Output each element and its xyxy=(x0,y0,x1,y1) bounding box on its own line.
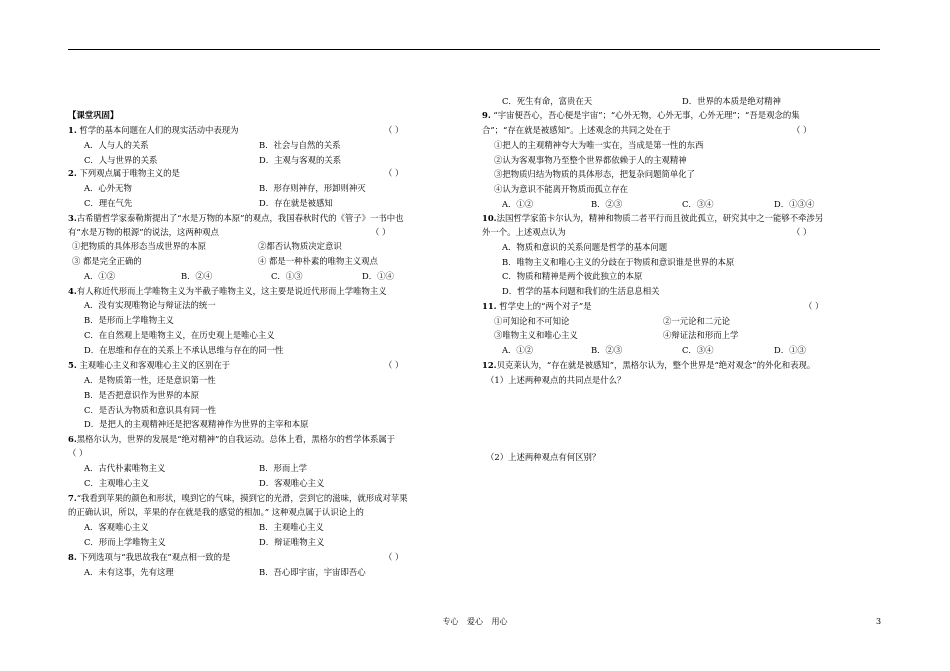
statement: ②一元论和二元论 xyxy=(663,316,730,326)
option: B．社会与自然的关系 xyxy=(259,140,341,150)
answer-blank: （ ） xyxy=(384,125,404,135)
answer-blank: （ ） xyxy=(792,125,812,135)
sub-question-2: （2）上述两种观点有何区别？ xyxy=(486,452,601,462)
option: A．①② xyxy=(502,345,534,355)
statement: ④辩证法和形而上学 xyxy=(663,330,739,340)
option: D．在思维和存在的关系上不承认思维与存在的同一性 xyxy=(84,345,284,355)
option: C．在自然观上是唯物主义，在历史观上是唯心主义 xyxy=(84,330,275,340)
option: C．主观唯心主义 xyxy=(84,478,150,488)
option: D．辩证唯物主义 xyxy=(259,537,325,547)
option: C．③④ xyxy=(682,345,714,355)
question-10-stem: 10.法国哲学家笛卡尔认为，精神和物质二者平行而且彼此孤立，研究其中之一能够不牵涉另 xyxy=(482,213,824,223)
question-11-stem: 11. 哲学史上的“两个对子”是 xyxy=(482,301,592,311)
statement: ②认为客观事物乃至整个世界都依赖于人的主观精神 xyxy=(494,155,687,165)
option: B．唯物主义和唯心主义的分歧在于物质和意识谁是世界的本原 xyxy=(502,257,735,267)
option: D．①③④ xyxy=(774,199,815,209)
statement: ①把人的主观精神夸大为唯一实在，当成是第一性的东西 xyxy=(494,140,704,150)
question-2-stem: 2. 下列观点属于唯物主义的是 xyxy=(68,168,180,178)
option: A．人与人的关系 xyxy=(84,140,149,150)
option: C．是否认为物质和意识具有同一性 xyxy=(84,405,217,415)
option: D．①③ xyxy=(774,345,806,355)
option: B．是形而上学唯物主义 xyxy=(84,315,174,325)
option: A．心外无物 xyxy=(84,183,132,193)
question-7-stem: 7.“我看到苹果的颜色和形状，嗅到它的气味，摸到它的光滑，尝到它的滋味，就形成对苹果 xyxy=(68,493,408,503)
option: D．①④ xyxy=(362,271,394,281)
answer-blank: （ ） xyxy=(384,552,404,562)
statement: ②都否认物质决定意识 xyxy=(258,241,342,251)
option: B．吾心即宇宙，宇宙即吾心 xyxy=(259,567,366,577)
page-number: 3 xyxy=(876,617,882,626)
statement: ④认为意识不能离开物质而孤立存在 xyxy=(494,184,628,194)
statement: ③ 都是完全正确的 xyxy=(72,256,142,266)
statement: ③唯物主义和唯心主义 xyxy=(494,330,578,340)
option: C．①③ xyxy=(271,271,303,281)
option: A．没有实现唯物论与辩证法的统一 xyxy=(84,300,216,310)
footer: 专心 爱心 用心 xyxy=(442,617,508,626)
option: C．物质和精神是两个彼此独立的本原 xyxy=(502,271,643,281)
option: A．古代朴素唯物主义 xyxy=(84,463,166,473)
option: C．形而上学唯物主义 xyxy=(84,537,166,547)
answer-blank: （ ） xyxy=(68,448,88,458)
option: C．死生有命，富贵在天 xyxy=(502,96,593,106)
option: B．形存则神存，形卸则神灭 xyxy=(259,183,366,193)
answer-blank: （ ） xyxy=(384,360,404,370)
option: D．存在就是被感知 xyxy=(259,198,333,208)
question-4-stem: 4.有人称近代形而上学唯物主义为半截子唯物主义，这主要是说近代形而上学唯物主义 xyxy=(68,286,387,296)
option: C．人与世界的关系 xyxy=(84,155,158,165)
option: B．②③ xyxy=(591,345,623,355)
question-8-stem: 8. 下列选项与“我思故我在”观点相一致的是 xyxy=(68,552,231,562)
question-5-stem: 5. 主观唯心主义和客观唯心主义的区别在于 xyxy=(68,360,231,370)
option: A．物质和意识的关系问题是哲学的基本问题 xyxy=(502,242,668,252)
option: A．客观唯心主义 xyxy=(84,522,149,532)
option: B．②④ xyxy=(181,271,213,281)
sub-question-1: （1）上述两种观点的共同点是什么？ xyxy=(486,375,626,385)
section-title: 【课堂巩固】 xyxy=(68,110,119,120)
option: D．哲学的基本问题和我们的生活息息相关 xyxy=(502,286,660,296)
option: D．世界的本质是绝对精神 xyxy=(682,96,781,106)
option: A．未有这事，先有这理 xyxy=(84,567,174,577)
option: D．客观唯心主义 xyxy=(259,478,325,488)
question-3-stem-cont: 有“水是万物的根源”的说法，这两种观点 xyxy=(68,227,219,237)
question-9-stem: 9. “宇宙便吾心，吾心便是宇宙”；“心外无物，心外无事，心外无理”；“吾是观念的集 xyxy=(482,110,800,120)
option: A．是物质第一性，还是意识第一性 xyxy=(84,375,216,385)
statement: ③把物质归结为物质的具体形态，把复杂问题简单化了 xyxy=(494,169,695,179)
option: A．①② xyxy=(502,199,534,209)
answer-blank: （ ） xyxy=(384,168,404,178)
statement: ①可知论和不可知论 xyxy=(494,316,570,326)
question-9-stem-cont: 合”；“存在就是被感知”。上述观念的共同之处在于 xyxy=(482,125,671,135)
option: B．形而上学 xyxy=(259,463,308,473)
answer-blank: （ ） xyxy=(792,227,812,237)
statement: ①把物质的具体形态当成世界的本原 xyxy=(72,241,206,251)
option: A．①② xyxy=(84,271,116,281)
answer-blank: （ ） xyxy=(804,301,824,311)
question-12-stem: 12.贝克莱认为，“存在就是被感知”，黑格尔认为，整个世界是“绝对观念”的外化和表现。 xyxy=(482,360,816,370)
option: D．是把人的主观精神还是把客观精神作为世界的主宰和本原 xyxy=(84,419,309,429)
option: B．是否把意识作为世界的本原 xyxy=(84,390,200,400)
answer-blank: （ ） xyxy=(371,227,391,237)
statement: ④ 都是一种朴素的唯物主义观点 xyxy=(258,256,378,266)
option: D．主观与客观的关系 xyxy=(259,155,342,165)
question-6-stem: 6.黑格尔认为，世界的发展是“绝对精神”的自我运动。总体上看，黑格尔的哲学体系属于 xyxy=(68,434,396,444)
option: B．主观唯心主义 xyxy=(259,522,324,532)
question-1-stem: 1. 哲学的基本问题在人们的现实活动中表现为 xyxy=(68,125,239,135)
option: C．③④ xyxy=(682,199,714,209)
option: B．②③ xyxy=(591,199,623,209)
question-3-stem: 3.古希腊哲学家泰勒斯提出了“水是万物的本原”的观点，我国春秋时代的《管子》一书中也 xyxy=(68,213,404,223)
question-10-stem-cont: 外一个。上述观点认为 xyxy=(482,227,566,237)
option: C．理在气先 xyxy=(84,198,133,208)
question-7-stem-cont: 的正确认识，所以，苹果的存在就是我的感觉的相加。” 这种观点属于认识论上的 xyxy=(68,507,364,517)
header-rule xyxy=(68,49,880,50)
